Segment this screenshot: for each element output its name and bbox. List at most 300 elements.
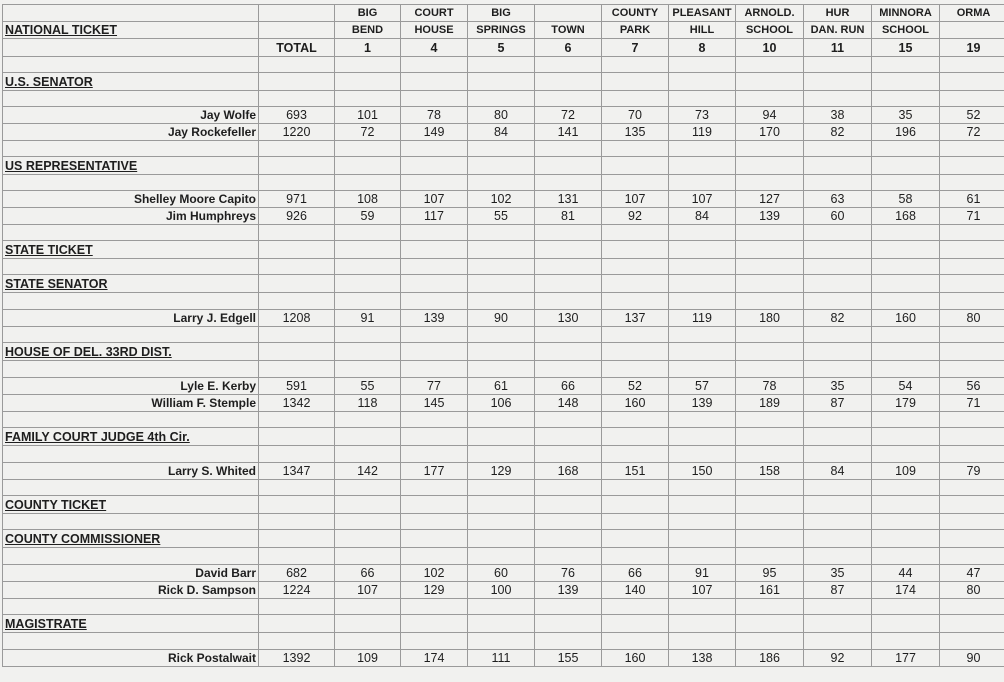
- empty-cell: [804, 530, 872, 548]
- empty-cell: [401, 548, 468, 565]
- precinct-votes: 137: [602, 310, 669, 327]
- empty-cell: [335, 496, 401, 514]
- header-row-2: [3, 22, 1004, 39]
- empty-cell: [468, 157, 535, 175]
- results-table: [2, 4, 1004, 667]
- empty-cell: [736, 157, 804, 175]
- precinct-votes: 107: [335, 582, 401, 599]
- precinct-votes: 55: [468, 208, 535, 225]
- empty-cell: [804, 241, 872, 259]
- empty-cell: [804, 327, 872, 343]
- section-row: [3, 615, 1004, 633]
- empty-cell: [736, 241, 804, 259]
- empty-cell: [259, 514, 335, 530]
- precinct-number: 7: [602, 39, 669, 57]
- empty-cell: [602, 57, 669, 73]
- empty-cell: [669, 241, 736, 259]
- empty-cell: [468, 225, 535, 241]
- precinct-votes: 80: [940, 310, 1004, 327]
- blank-row: [3, 327, 1004, 343]
- precinct-votes: 52: [940, 107, 1004, 124]
- empty-cell: [335, 343, 401, 361]
- candidate-total: 1208: [259, 310, 335, 327]
- empty-cell: [872, 141, 940, 157]
- candidate-total: 926: [259, 208, 335, 225]
- precinct-votes: 117: [401, 208, 468, 225]
- empty-cell: [736, 91, 804, 107]
- precinct-number: 10: [736, 39, 804, 57]
- precinct-votes: 61: [940, 191, 1004, 208]
- empty-cell: [335, 428, 401, 446]
- empty-cell: [669, 615, 736, 633]
- results-table-body: [3, 5, 1004, 667]
- empty-cell: [940, 293, 1004, 310]
- page-title: NATIONAL TICKET: [3, 22, 259, 39]
- total-header: TOTAL: [259, 39, 335, 57]
- empty-cell: [736, 615, 804, 633]
- empty-cell: [940, 57, 1004, 73]
- empty-cell: [736, 361, 804, 378]
- precinct-number: 1: [335, 39, 401, 57]
- section-title: COUNTY COMMISSIONER: [3, 530, 259, 548]
- precinct-name-line2: SPRINGS: [468, 22, 535, 39]
- empty-cell: [259, 293, 335, 310]
- blank-row: [3, 548, 1004, 565]
- empty-cell: [669, 57, 736, 73]
- empty-cell: [535, 361, 602, 378]
- precinct-votes: 76: [535, 565, 602, 582]
- empty-cell: [872, 428, 940, 446]
- empty-cell: [3, 141, 259, 157]
- empty-cell: [335, 241, 401, 259]
- empty-cell: [535, 91, 602, 107]
- empty-cell: [804, 157, 872, 175]
- precinct-votes: 108: [335, 191, 401, 208]
- empty-cell: [872, 259, 940, 275]
- empty-cell: [602, 615, 669, 633]
- empty-cell: [468, 57, 535, 73]
- precinct-name-line2: PARK: [602, 22, 669, 39]
- empty-cell: [602, 175, 669, 191]
- precinct-votes: 196: [872, 124, 940, 141]
- empty-cell: [736, 259, 804, 275]
- precinct-name-line1: ARNOLD.: [736, 5, 804, 22]
- precinct-votes: 77: [401, 378, 468, 395]
- empty-cell: [872, 412, 940, 428]
- precinct-votes: 52: [602, 378, 669, 395]
- empty-cell: [872, 514, 940, 530]
- empty-cell: [401, 57, 468, 73]
- precinct-votes: 59: [335, 208, 401, 225]
- empty-cell: [736, 293, 804, 310]
- precinct-number: 11: [804, 39, 872, 57]
- empty-cell: [401, 530, 468, 548]
- precinct-votes: 151: [602, 463, 669, 480]
- empty-cell: [602, 428, 669, 446]
- empty-cell: [259, 480, 335, 496]
- empty-cell: [535, 548, 602, 565]
- empty-cell: [335, 412, 401, 428]
- precinct-votes: 35: [872, 107, 940, 124]
- empty-cell: [669, 91, 736, 107]
- precinct-votes: 107: [401, 191, 468, 208]
- precinct-number: 4: [401, 39, 468, 57]
- empty-cell: [602, 343, 669, 361]
- empty-cell: [259, 343, 335, 361]
- empty-cell: [872, 57, 940, 73]
- empty-cell: [804, 57, 872, 73]
- empty-cell: [602, 259, 669, 275]
- empty-cell: [259, 496, 335, 514]
- empty-cell: [3, 514, 259, 530]
- precinct-name-line2: BEND: [335, 22, 401, 39]
- empty-cell: [940, 73, 1004, 91]
- empty-cell: [940, 480, 1004, 496]
- precinct-votes: 60: [804, 208, 872, 225]
- empty-cell: [872, 327, 940, 343]
- blank-row: [3, 514, 1004, 530]
- empty-cell: [669, 259, 736, 275]
- empty-cell: [804, 514, 872, 530]
- empty-cell: [602, 73, 669, 91]
- empty-cell: [535, 73, 602, 91]
- empty-cell: [3, 225, 259, 241]
- precinct-votes: 139: [736, 208, 804, 225]
- precinct-name-line1: BIG: [335, 5, 401, 22]
- precinct-votes: 55: [335, 378, 401, 395]
- precinct-votes: 35: [804, 565, 872, 582]
- empty-cell: [468, 496, 535, 514]
- precinct-name-line2: SCHOOL: [872, 22, 940, 39]
- empty-cell: [468, 275, 535, 293]
- precinct-votes: 111: [468, 650, 535, 667]
- empty-cell: [535, 412, 602, 428]
- empty-cell: [940, 361, 1004, 378]
- precinct-votes: 54: [872, 378, 940, 395]
- precinct-votes: 107: [669, 191, 736, 208]
- empty-cell: [940, 327, 1004, 343]
- empty-cell: [736, 327, 804, 343]
- blank-row: [3, 361, 1004, 378]
- candidate-total: 1342: [259, 395, 335, 412]
- empty-cell: [872, 157, 940, 175]
- precinct-votes: 60: [468, 565, 535, 582]
- empty-cell: [3, 548, 259, 565]
- precinct-votes: 109: [335, 650, 401, 667]
- candidate-row: [3, 191, 1004, 208]
- candidate-name: Larry J. Edgell: [3, 310, 259, 327]
- empty-cell: [468, 548, 535, 565]
- empty-cell: [736, 530, 804, 548]
- candidate-total: 693: [259, 107, 335, 124]
- candidate-total: 1347: [259, 463, 335, 480]
- empty-cell: [872, 496, 940, 514]
- empty-cell: [602, 361, 669, 378]
- empty-cell: [401, 615, 468, 633]
- empty-cell: [259, 141, 335, 157]
- empty-cell: [804, 615, 872, 633]
- empty-cell: [669, 496, 736, 514]
- precinct-name-line2: HOUSE: [401, 22, 468, 39]
- precinct-votes: 106: [468, 395, 535, 412]
- empty-cell: [602, 599, 669, 615]
- empty-cell: [259, 57, 335, 73]
- blank-row: [3, 599, 1004, 615]
- empty-cell: [940, 157, 1004, 175]
- empty-cell: [3, 39, 259, 57]
- precinct-votes: 145: [401, 395, 468, 412]
- empty-cell: [872, 530, 940, 548]
- empty-cell: [669, 548, 736, 565]
- empty-cell: [335, 327, 401, 343]
- empty-cell: [3, 480, 259, 496]
- empty-cell: [669, 412, 736, 428]
- empty-cell: [401, 633, 468, 650]
- candidate-name: William F. Stemple: [3, 395, 259, 412]
- precinct-votes: 70: [602, 107, 669, 124]
- empty-cell: [468, 428, 535, 446]
- precinct-votes: 91: [669, 565, 736, 582]
- empty-cell: [335, 275, 401, 293]
- candidate-name: Jay Wolfe: [3, 107, 259, 124]
- empty-cell: [259, 157, 335, 175]
- empty-cell: [259, 446, 335, 463]
- empty-cell: [3, 599, 259, 615]
- empty-cell: [3, 175, 259, 191]
- blank-row: [3, 446, 1004, 463]
- empty-cell: [872, 91, 940, 107]
- precinct-name-line1: MINNORA: [872, 5, 940, 22]
- section-title: MAGISTRATE: [3, 615, 259, 633]
- precinct-votes: 100: [468, 582, 535, 599]
- precinct-votes: 38: [804, 107, 872, 124]
- section-row: [3, 496, 1004, 514]
- precinct-votes: 66: [535, 378, 602, 395]
- precinct-name-line2: SCHOOL: [736, 22, 804, 39]
- empty-cell: [736, 446, 804, 463]
- precinct-votes: 71: [940, 208, 1004, 225]
- precinct-votes: 138: [669, 650, 736, 667]
- empty-cell: [3, 412, 259, 428]
- empty-cell: [3, 259, 259, 275]
- empty-cell: [401, 293, 468, 310]
- empty-cell: [940, 633, 1004, 650]
- empty-cell: [602, 412, 669, 428]
- precinct-votes: 78: [736, 378, 804, 395]
- precinct-votes: 61: [468, 378, 535, 395]
- empty-cell: [535, 446, 602, 463]
- empty-cell: [468, 480, 535, 496]
- empty-cell: [335, 480, 401, 496]
- empty-cell: [535, 175, 602, 191]
- empty-cell: [468, 446, 535, 463]
- empty-cell: [259, 73, 335, 91]
- header-row-1: [3, 5, 1004, 22]
- empty-cell: [940, 548, 1004, 565]
- empty-cell: [669, 275, 736, 293]
- empty-cell: [535, 343, 602, 361]
- precinct-votes: 174: [401, 650, 468, 667]
- section-title: COUNTY TICKET: [3, 496, 259, 514]
- empty-cell: [940, 175, 1004, 191]
- empty-cell: [335, 225, 401, 241]
- empty-cell: [736, 548, 804, 565]
- empty-cell: [401, 514, 468, 530]
- precinct-name-line2: TOWN: [535, 22, 602, 39]
- empty-cell: [535, 599, 602, 615]
- precinct-votes: 189: [736, 395, 804, 412]
- empty-cell: [669, 225, 736, 241]
- empty-cell: [335, 73, 401, 91]
- empty-cell: [335, 91, 401, 107]
- empty-cell: [940, 496, 1004, 514]
- empty-cell: [669, 157, 736, 175]
- empty-cell: [669, 327, 736, 343]
- empty-cell: [401, 327, 468, 343]
- empty-cell: [872, 633, 940, 650]
- empty-cell: [401, 599, 468, 615]
- precinct-votes: 119: [669, 310, 736, 327]
- empty-cell: [872, 446, 940, 463]
- precinct-votes: 92: [602, 208, 669, 225]
- blank-row: [3, 480, 1004, 496]
- precinct-votes: 141: [535, 124, 602, 141]
- empty-cell: [401, 343, 468, 361]
- empty-cell: [468, 599, 535, 615]
- empty-cell: [804, 141, 872, 157]
- candidate-name: Shelley Moore Capito: [3, 191, 259, 208]
- precinct-votes: 170: [736, 124, 804, 141]
- section-row: [3, 275, 1004, 293]
- empty-cell: [335, 633, 401, 650]
- precinct-votes: 177: [401, 463, 468, 480]
- precinct-votes: 63: [804, 191, 872, 208]
- empty-cell: [669, 530, 736, 548]
- precinct-votes: 135: [602, 124, 669, 141]
- precinct-number: 15: [872, 39, 940, 57]
- precinct-votes: 102: [401, 565, 468, 582]
- empty-cell: [335, 57, 401, 73]
- precinct-name-line2: [940, 22, 1004, 39]
- empty-cell: [872, 343, 940, 361]
- empty-cell: [940, 225, 1004, 241]
- empty-cell: [804, 548, 872, 565]
- empty-cell: [602, 548, 669, 565]
- empty-cell: [602, 530, 669, 548]
- empty-cell: [669, 480, 736, 496]
- empty-cell: [335, 615, 401, 633]
- precinct-name-line1: ORMA: [940, 5, 1004, 22]
- candidate-row: [3, 378, 1004, 395]
- precinct-votes: 180: [736, 310, 804, 327]
- empty-cell: [335, 599, 401, 615]
- precinct-votes: 130: [535, 310, 602, 327]
- empty-cell: [940, 615, 1004, 633]
- precinct-votes: 107: [669, 582, 736, 599]
- empty-cell: [535, 530, 602, 548]
- empty-cell: [468, 73, 535, 91]
- candidate-row: [3, 463, 1004, 480]
- empty-cell: [535, 496, 602, 514]
- empty-cell: [804, 412, 872, 428]
- empty-cell: [872, 225, 940, 241]
- empty-cell: [940, 91, 1004, 107]
- precinct-votes: 72: [940, 124, 1004, 141]
- empty-cell: [259, 225, 335, 241]
- precinct-votes: 87: [804, 582, 872, 599]
- candidate-row: [3, 395, 1004, 412]
- section-row: [3, 157, 1004, 175]
- empty-cell: [335, 548, 401, 565]
- precinct-votes: 142: [335, 463, 401, 480]
- section-title: HOUSE OF DEL. 33RD DIST.: [3, 343, 259, 361]
- precinct-name-line1: [535, 5, 602, 22]
- empty-cell: [736, 514, 804, 530]
- empty-cell: [736, 428, 804, 446]
- empty-cell: [602, 157, 669, 175]
- empty-cell: [259, 91, 335, 107]
- section-title: U.S. SENATOR: [3, 73, 259, 91]
- empty-cell: [602, 91, 669, 107]
- precinct-votes: 109: [872, 463, 940, 480]
- empty-cell: [669, 514, 736, 530]
- empty-cell: [3, 361, 259, 378]
- precinct-votes: 80: [940, 582, 1004, 599]
- empty-cell: [535, 327, 602, 343]
- empty-cell: [535, 225, 602, 241]
- empty-cell: [535, 275, 602, 293]
- empty-cell: [535, 259, 602, 275]
- empty-cell: [468, 412, 535, 428]
- empty-cell: [468, 293, 535, 310]
- precinct-votes: 80: [468, 107, 535, 124]
- empty-cell: [468, 175, 535, 191]
- empty-cell: [804, 175, 872, 191]
- precinct-votes: 158: [736, 463, 804, 480]
- precinct-votes: 177: [872, 650, 940, 667]
- section-row: [3, 428, 1004, 446]
- empty-cell: [736, 496, 804, 514]
- precinct-votes: 78: [401, 107, 468, 124]
- precinct-votes: 149: [401, 124, 468, 141]
- precinct-votes: 107: [602, 191, 669, 208]
- empty-cell: [401, 275, 468, 293]
- precinct-votes: 179: [872, 395, 940, 412]
- empty-cell: [468, 514, 535, 530]
- empty-cell: [940, 530, 1004, 548]
- precinct-votes: 73: [669, 107, 736, 124]
- empty-cell: [872, 599, 940, 615]
- precinct-name-line1: HUR: [804, 5, 872, 22]
- empty-cell: [602, 496, 669, 514]
- empty-cell: [736, 343, 804, 361]
- empty-cell: [804, 259, 872, 275]
- empty-cell: [259, 615, 335, 633]
- candidate-name: Jim Humphreys: [3, 208, 259, 225]
- empty-cell: [602, 514, 669, 530]
- blank-row: [3, 259, 1004, 275]
- empty-cell: [335, 293, 401, 310]
- section-row: [3, 343, 1004, 361]
- candidate-name: Rick D. Sampson: [3, 582, 259, 599]
- candidate-total: 682: [259, 565, 335, 582]
- empty-cell: [401, 259, 468, 275]
- empty-cell: [468, 361, 535, 378]
- precinct-votes: 66: [602, 565, 669, 582]
- empty-cell: [940, 412, 1004, 428]
- empty-cell: [804, 633, 872, 650]
- empty-cell: [468, 91, 535, 107]
